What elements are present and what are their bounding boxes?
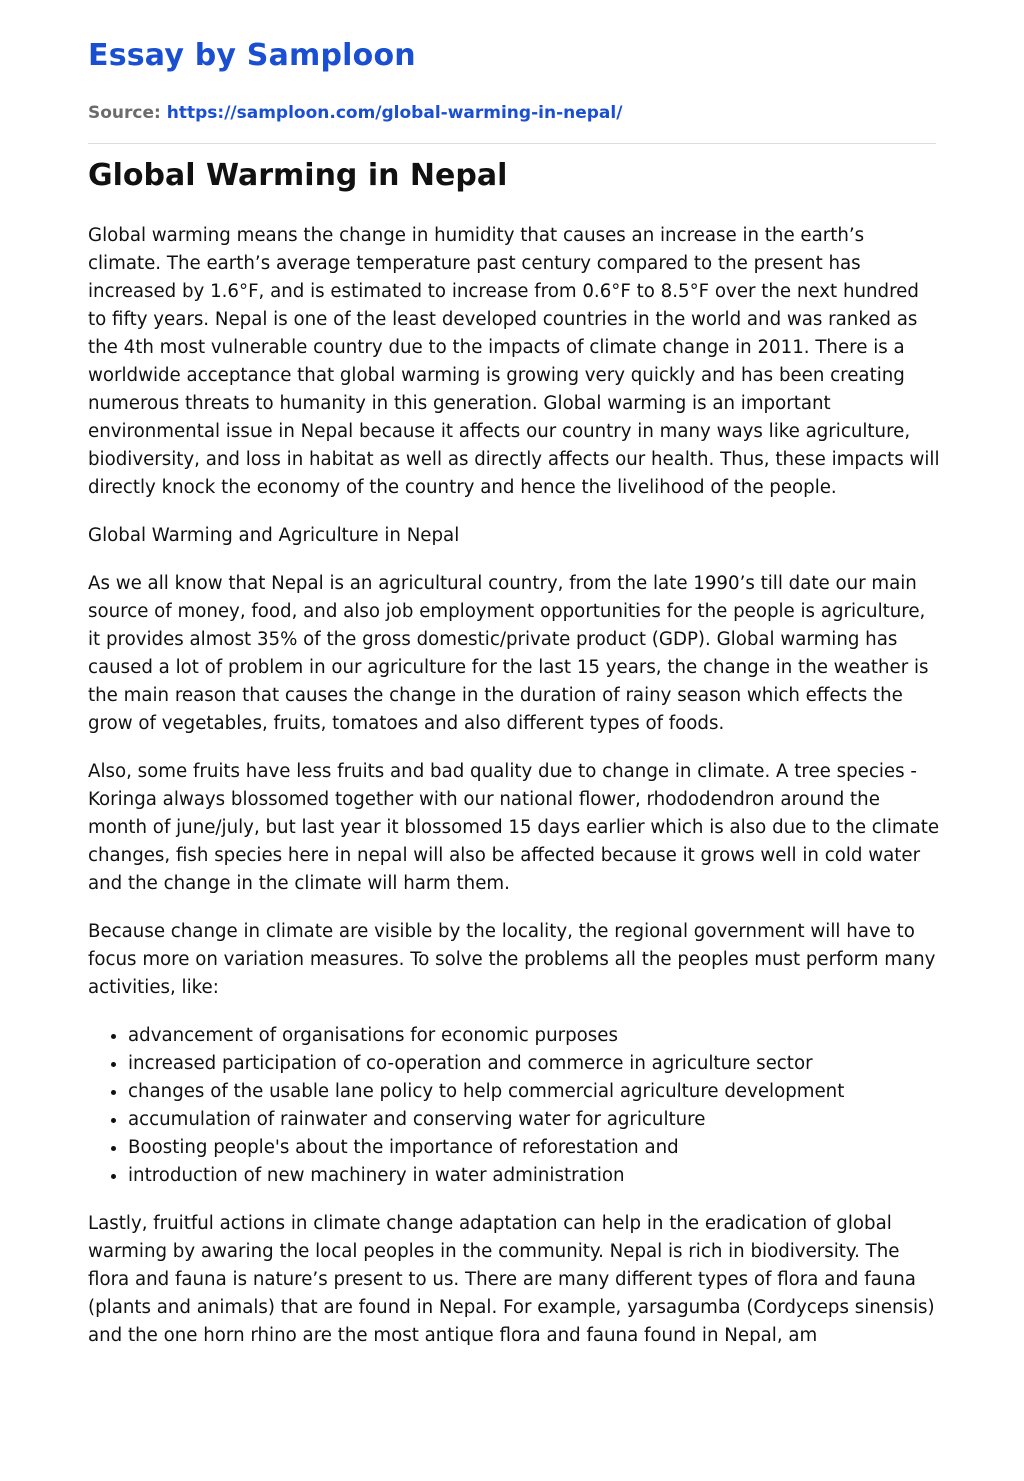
header-divider <box>88 143 936 144</box>
brand-title: Essay by Samploon <box>88 38 416 73</box>
intro-paragraph: Global warming means the change in humidity that causes an increase in the earth’s climate. The earth’s average temperature past century compared to the present has increased by 1.6°F, and is estimated to increase from 0.6°F to 8.5°F over the next hundred to fifty years. Nepal is one of the least developed countries in the world and was ranked as the 4th most vulnerable country due to the impacts of climate change in 2011. There is a worldwide acceptance that global warming is growing very quickly and has been creating numerous threats to humanity in this generation. Global warming is an important environmental issue in Nepal because it affects our country in many ways like agriculture, biodiversity, and loss in habitat as well as directly affects our health. Thus, these impacts will directly knock the economy of the country and hence the livelihood of the people. <box>88 225 940 498</box>
section-heading-agriculture: Global Warming and Agriculture in Nepal <box>88 525 460 546</box>
list-item: • introduction of new machinery in water administration <box>128 1162 940 1190</box>
activities-list <box>88 1022 940 1190</box>
list-item: • accumulation of rainwater and conserving water for agriculture <box>128 1106 940 1134</box>
closing-paragraph: Lastly, fruitful actions in climate change adaptation can help in the eradication of global warming by awaring the local peoples in the community. Nepal is rich in biodiversity. The flora and fauna is nature’s present to us. There are many different types of flora and fauna (plants and animals) that are found in Nepal. For example, yarsagumba (Cordyceps sinensis) and the one horn rhino are the most antique flora and fauna found in Nepal, am <box>88 1213 935 1346</box>
essay-title: Global Warming in Nepal <box>88 158 508 193</box>
agriculture-paragraph: As we all know that Nepal is an agricultural country, from the late 1990’s till date our main source of money, food, and also job employment opportunities for the people is agriculture, it provides almost 35% of the gross domestic/private product (GDP). Global warming has caused a lot of problem in our agriculture for the last 15 years, the change in the weather is the main reason that causes the change in the duration of rainy season which effects the grow of vegetables, fruits, tomatoes and also different types of foods. <box>88 573 929 734</box>
source-label: Source: <box>88 103 161 123</box>
government-paragraph: Because change in climate are visible by the locality, the regional government will have to focus more on variation measures. To solve the problems all the peoples must perform many activities, like: <box>88 921 936 998</box>
source-line <box>88 102 622 124</box>
fruits-paragraph: Also, some fruits have less fruits and bad quality due to change in climate. A tree species - Koringa always blossomed together with our national flower, rhododendron around the month of june/july, but last year it blossomed 15 days earlier which is also due to the climate changes, fish species here in nepal will also be affected because it grows well in cold water and the change in the climate will harm them. <box>88 761 940 894</box>
list-item: • advancement of organisations for economic purposes <box>128 1022 940 1050</box>
source-link[interactable]: https://samploon.com/global-warming-in-nepal/ <box>166 103 623 123</box>
list-item: • increased participation of co-operation and commerce in agriculture sector <box>128 1050 940 1078</box>
list-item: • Boosting people's about the importance of reforestation and <box>128 1134 940 1162</box>
list-item: • changes of the usable lane policy to help commercial agriculture development <box>128 1078 940 1106</box>
essay-body <box>88 222 940 1370</box>
